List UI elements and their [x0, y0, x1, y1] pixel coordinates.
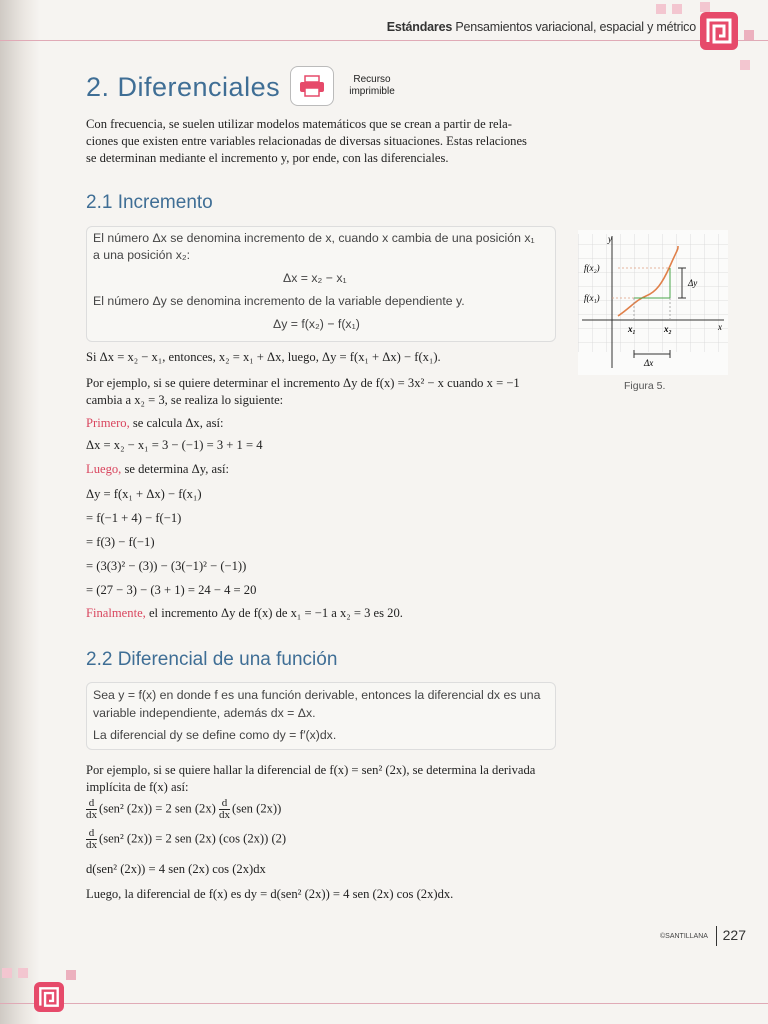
definition-box-diferencial [86, 682, 556, 750]
step-heading-primero [86, 416, 224, 431]
step-text: se calcula Δx, así: [129, 416, 224, 430]
equation: = f(3) − f(−1) [86, 535, 155, 549]
book-spine-shadow [0, 0, 40, 1024]
decor-square [2, 968, 12, 978]
equation: Δy = f(x₂) − f(x₁) [273, 317, 360, 331]
equation: d(sen² (2x)) = 4 sen (2x) cos (2x)dx [86, 862, 266, 876]
dx-label: Δx [644, 358, 654, 368]
y-axis-label: y [608, 234, 612, 244]
subsection-title-diferencial: 2.2 Diferencial de una función [86, 649, 338, 670]
resource-label-2: imprimible [349, 86, 395, 97]
equation: (sen² (2x)) = 2 sen (2x) [99, 801, 216, 816]
decor-square [740, 60, 750, 70]
derivative-operator: $\frac{d}{dx}$ [219, 797, 230, 821]
example-text: implícita de f(x) así: [86, 780, 189, 794]
equation: = (3(3)² − (3)) − (3(−1)² − (−1)) [86, 559, 247, 573]
step-keyword: Primero, [86, 416, 130, 430]
step-text: el incremento Δy de f(x) de x₁ = −1 a x₂ = 3 es 20. [145, 606, 403, 620]
equation: = (27 − 3) − (3 + 1) = 24 − 4 = 20 [86, 583, 257, 597]
santillana-footer-logo [34, 982, 64, 1012]
intro-line: Con frecuencia, se suelen utilizar modelos matemáticos que se crean a partir de rela- [86, 117, 512, 131]
decor-square [18, 968, 28, 978]
x1-label: x₁ [628, 324, 636, 334]
derivative-operator: $\frac{d}{dx}$ [86, 827, 97, 851]
decor-square [66, 970, 76, 980]
decor-square [656, 4, 666, 14]
standards-header: Estándares Pensamientos variacional, espacial y métrico [386, 20, 696, 34]
publisher-mark: ©SANTILLANA [660, 933, 708, 940]
x2-label: x₂ [664, 324, 672, 334]
definition-text: El número Δx se denomina incremento de x, cuando x cambia de una posición x₁ [93, 231, 535, 245]
footer-rule [0, 1003, 768, 1004]
definition-text: La diferencial dy se define como dy = f′(x)dx. [93, 728, 337, 742]
example-text: Por ejemplo, si se quiere hallar la diferencial de f(x) = sen² (2x), se determina la derivada [86, 763, 536, 777]
x-axis-label: x [718, 322, 722, 332]
subsection-title-incremento: 2.1 Incremento [86, 192, 213, 213]
equation: = f(−1 + 4) − f(−1) [86, 511, 182, 525]
equation: Δy = f(x₁ + Δx) − f(x₁) [86, 487, 202, 501]
fx2-label: f(x₂) [584, 263, 600, 273]
definition-box-incremento [86, 226, 556, 342]
printable-resource-badge[interactable] [290, 66, 395, 106]
relation-text: Si Δx = x₂ − x₁, entonces, x₂ = x₁ + Δx, luego, Δy = f(x₁ + Δx) − f(x₁). [86, 350, 441, 364]
fx1-label: f(x₁) [584, 293, 600, 303]
equation: Δx = x₂ − x₁ = 3 − (−1) = 3 + 1 = 4 [86, 438, 263, 452]
definition-text: a una posición x₂: [93, 248, 191, 262]
conclusion-text: Luego, la diferencial de f(x) es dy = d(sen² (2x)) = 4 sen (2x) cos (2x)dx. [86, 887, 454, 901]
spiral-icon [700, 12, 738, 50]
resource-label-1: Recurso [353, 74, 391, 85]
decor-square [744, 30, 754, 40]
page-number: 227 [722, 927, 746, 943]
equation: (sen² (2x)) = 2 sen (2x) (cos (2x)) (2) [99, 831, 287, 846]
equation: (sen (2x)) [232, 801, 282, 816]
intro-paragraph [86, 116, 556, 167]
section-title: 2. Diferenciales [86, 72, 281, 102]
figure-5-increment-graph [578, 230, 728, 380]
definition-text: El número Δy se denomina incremento de la variable dependiente y. [93, 294, 465, 308]
example-text: cambia a x₂ = 3, se realiza lo siguiente: [86, 393, 284, 407]
example-text: Por ejemplo, si se quiere determinar el incremento Δy de f(x) = 3x² − x cuando x = −1 [86, 376, 520, 390]
definition-text: variable independiente, además dx = Δx. [93, 706, 316, 720]
step-keyword: Finalmente, [86, 606, 146, 620]
header-rule [0, 40, 768, 41]
equation: Δx = x₂ − x₁ [283, 271, 347, 285]
step-text: se determina Δy, así: [121, 462, 229, 476]
derivative-operator: $\frac{d}{dx}$ [86, 797, 97, 821]
derivative-line-2 [86, 828, 286, 851]
intro-line: ciones que existen entre variables relacionadas de diversas situaciones. Estas relaciones [86, 134, 527, 148]
step-keyword: Luego, [86, 462, 122, 476]
intro-line: se determinan mediante el incremento y, por ende, con las diferenciales. [86, 151, 449, 165]
printer-icon [290, 66, 334, 106]
grid-lines [578, 234, 728, 352]
step-heading-luego [86, 462, 229, 477]
figure-caption: Figura 5. [624, 380, 666, 392]
dy-label: Δy [688, 278, 698, 288]
decor-square [672, 4, 682, 14]
spiral-icon [34, 982, 64, 1012]
derivative-line-1 [86, 798, 281, 821]
definition-text: Sea y = f(x) en donde f es una función derivable, entonces la diferencial dx es una [93, 688, 541, 702]
footer-separator [716, 926, 717, 946]
final-statement [86, 606, 403, 621]
santillana-section-logo [700, 12, 738, 50]
decor-square [700, 2, 710, 12]
